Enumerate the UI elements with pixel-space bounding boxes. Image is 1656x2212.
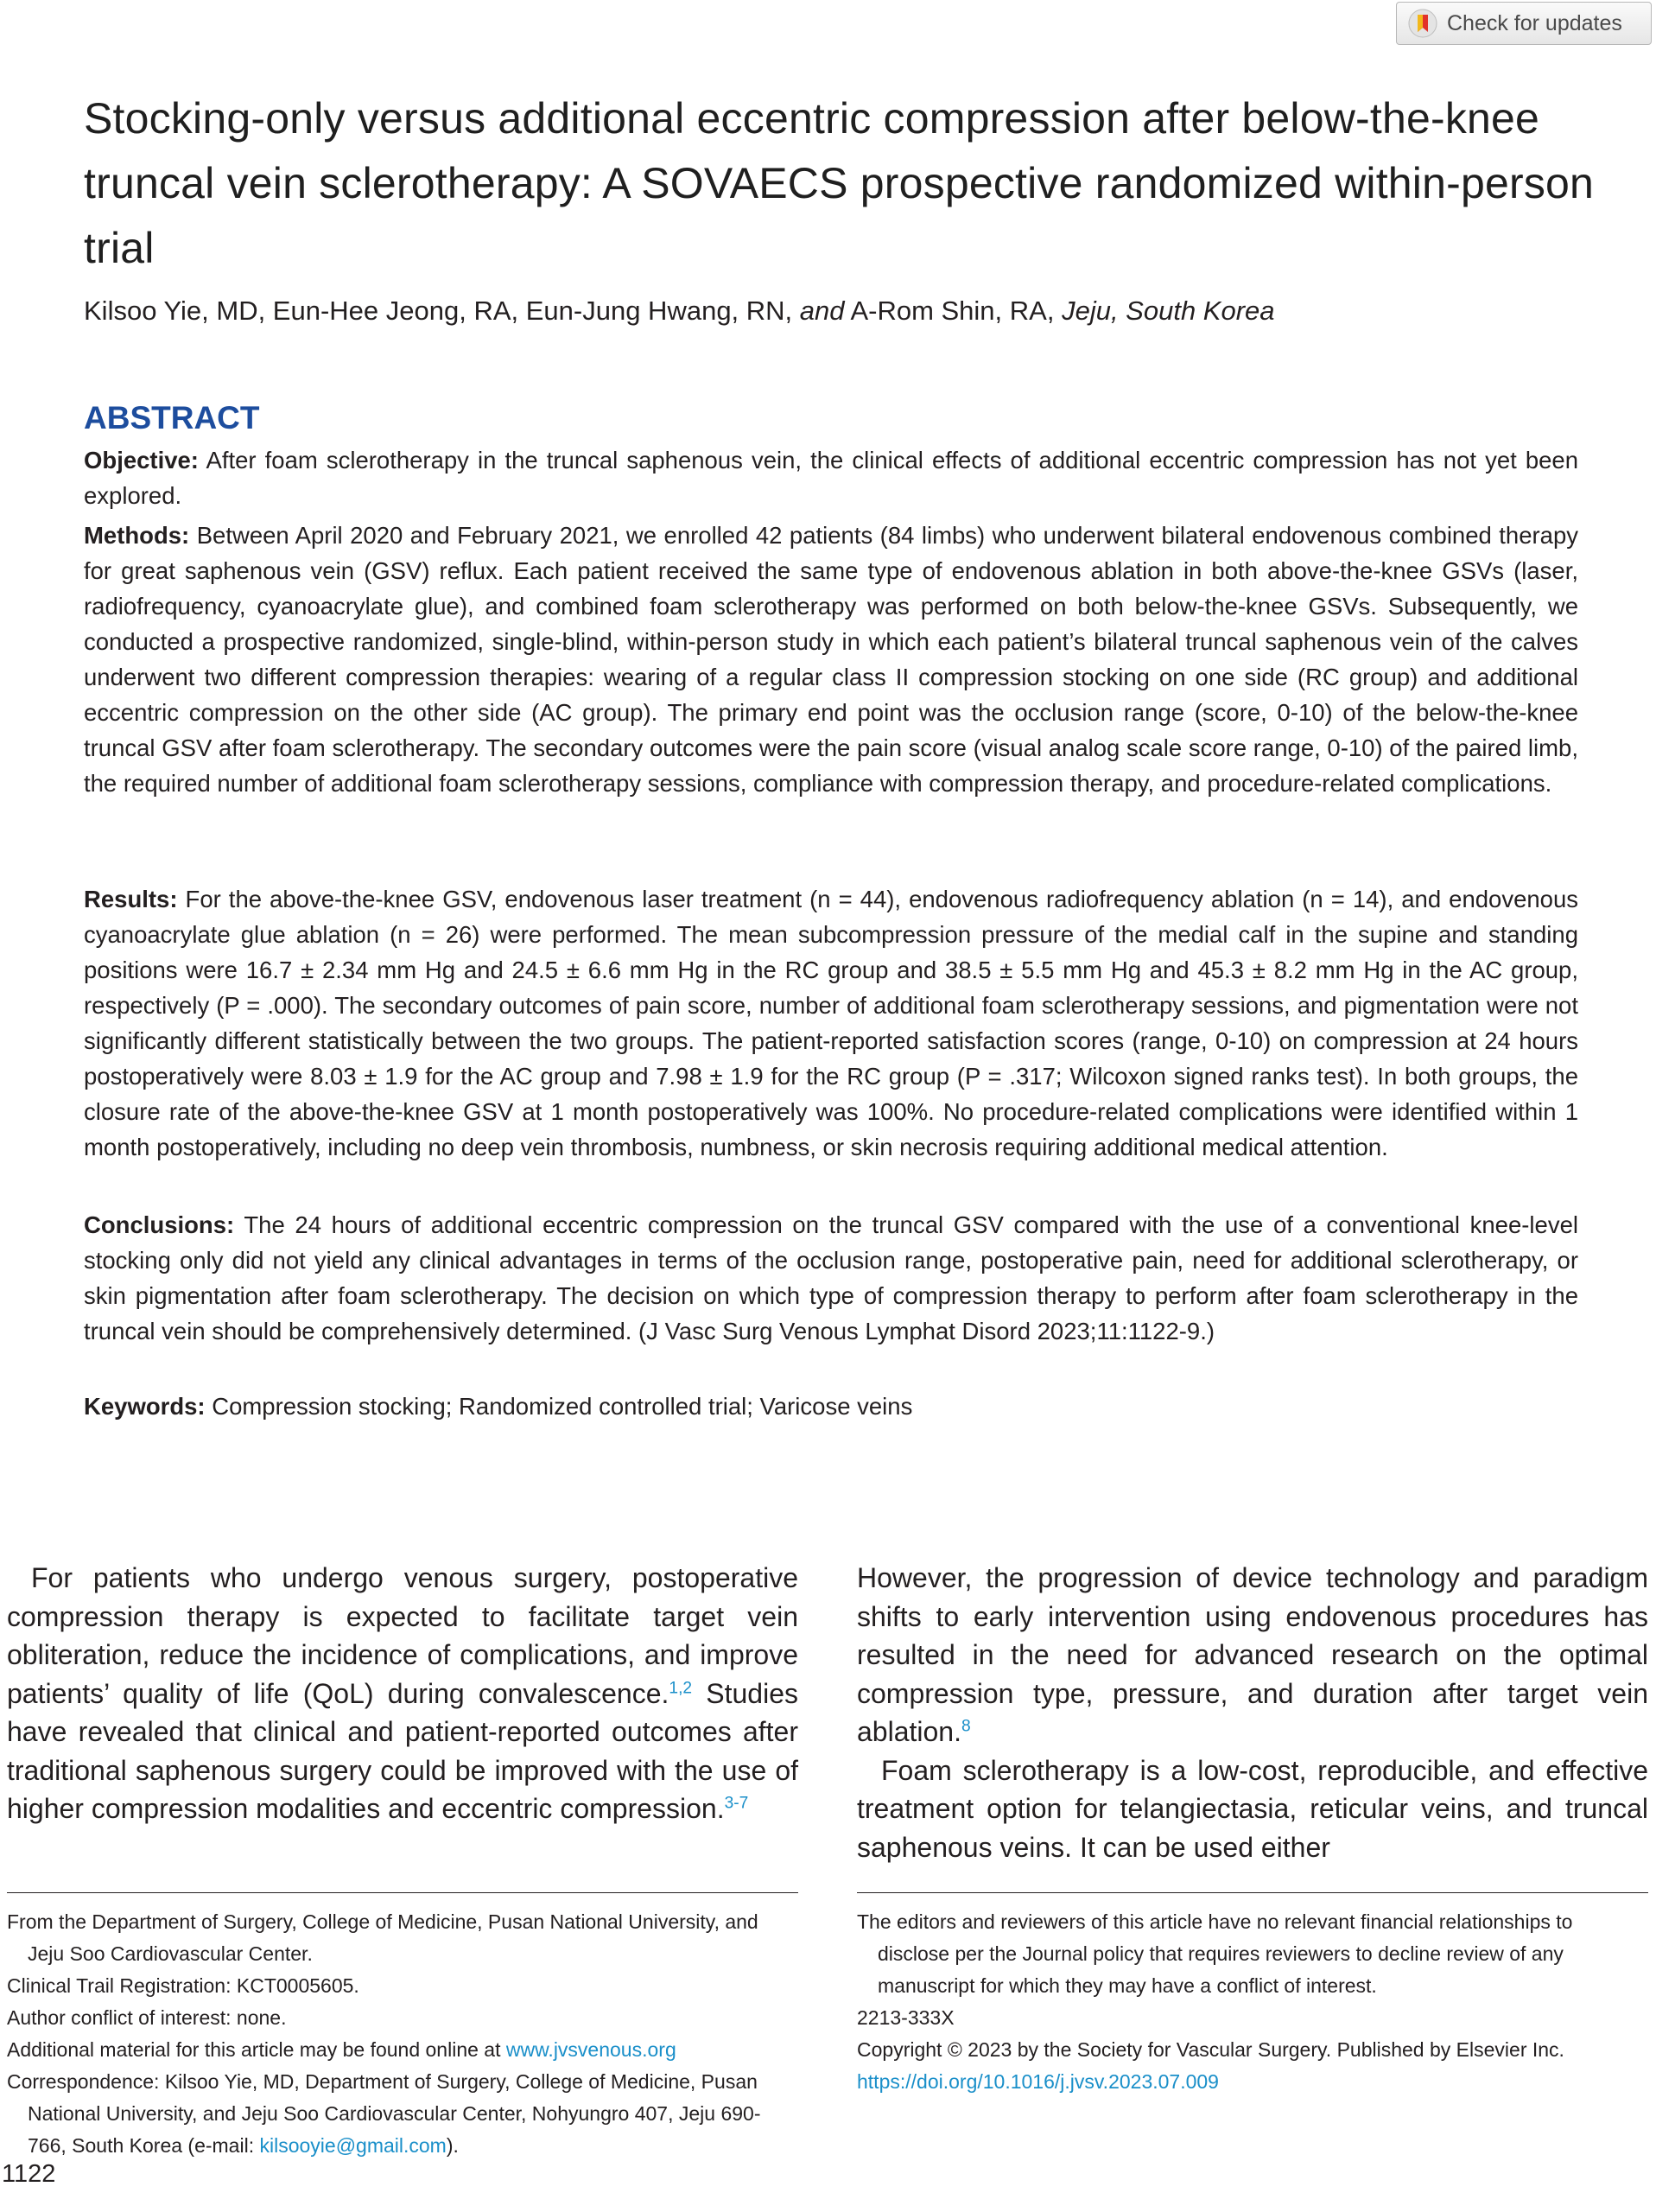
- check-for-updates-button[interactable]: [1396, 2, 1652, 45]
- citation-link[interactable]: 3-7: [724, 1794, 749, 1813]
- body-column-left: [7, 1559, 798, 1828]
- abstract-results: [84, 881, 1578, 1165]
- additional-material-note: [7, 2034, 798, 2066]
- citation-link[interactable]: 8: [961, 1717, 971, 1736]
- author-line: [84, 294, 1604, 328]
- author-conjunction: and: [799, 296, 845, 326]
- author-location: Jeju, South Korea: [1062, 296, 1275, 326]
- body-text: Studies have revealed that clinical and patient-reported outcomes after traditional saphenous surgery could be improved with the use of higher compression modalities and eccentric compression.: [7, 1677, 799, 1824]
- methods-text: Between April 2020 and February 2021, we enrolled 42 patients (84 limbs) who underwent bilateral endovenous combined therapy for great saphenous vein (GSV) reflux. Each patient received the same type of endovenous ablation in both above-the-knee GSVs (laser, radiofrequency, cyanoacrylate glue), and combined foam sclerotherapy was performed on both below-the-knee GSVs. Subsequently, we conducted a prospective randomized, single-blind, within-person study in which each patient’s bilateral truncal saphenous vein of the calves underwent two different compression therapies: wearing of a regular class II compression stocking on one side (RC group) and additional eccentric compression on the other side (AC group). The primary end point was the occlusion range (score, 0-10) of the below-the-knee truncal GSV after foam sclerotherapy. The secondary outcomes were the pain score (visual analog scale score range, 0-10) of the paired limb, the required number of additional foam sclerotherapy sessions, compliance with compression therapy, and procedure-related complications.: [84, 522, 1578, 797]
- conclusions-text: The 24 hours of additional eccentric compression on the truncal GSV compared with the use of a conventional knee-level stocking only did not yield any clinical advantages in terms of the occlusion range, postoperative pain, need for additional sclerotherapy, or skin pigmentation after foam sclerotherapy. The decision on which type of compression therapy to perform after foam sclerotherapy in the truncal vein should be comprehensively determined. (J Vasc Surg Venous Lymphat Disord 2023;11:1122-9.): [84, 1211, 1578, 1344]
- article-title: Stocking-only versus additional eccentric compression after below-the-knee truncal vein sclerotherapy: A SOVAECS prospective randomized within-person trial: [84, 94, 1595, 272]
- keywords-text: Compression stocking; Randomized controlled trial; Varicose veins: [212, 1393, 913, 1420]
- abstract-heading: ABSTRACT: [84, 400, 260, 435]
- trial-registration-note: Clinical Trail Registration: KCT0005605.: [7, 1974, 359, 1997]
- correspondence-note: [7, 2066, 798, 2162]
- methods-label: Methods:: [84, 522, 190, 549]
- conclusions-label: Conclusions:: [84, 1211, 235, 1238]
- conflict-note: Author conflict of interest: none.: [7, 2006, 287, 2029]
- author-names: Kilsoo Yie, MD, Eun-Hee Jeong, RA, Eun-Jung Hwang, RN,: [84, 296, 793, 326]
- issn: 2213-333X: [857, 2006, 955, 2029]
- check-for-updates-label: Check for updates: [1447, 10, 1622, 35]
- results-text: For the above-the-knee GSV, endovenous laser treatment (n = 44), endovenous radiofrequency ablation (n = 14), and endovenous cyanoacrylate glue ablation (n = 26) were performed. The mean subcompression pressure of the medial calf in the supine and standing positions were 16.7 ± 2.34 mm Hg and 24.5 ± 6.6 mm Hg in the RC group and 38.5 ± 5.5 mm Hg and 45.3 ± 8.2 mm Hg in the AC group, respectively (P = .000). The secondary outcomes of pain score, number of additional foam sclerotherapy sessions, and pigmentation were not significantly different statistically between the two groups. The patient-reported satisfaction scores (range, 0-10) on compression at 24 hours postoperatively were 8.03 ± 1.9 for the AC group and 7.98 ± 1.9 for the RC group (P = .317; Wilcoxon signed ranks test). In both groups, the closure rate of the above-the-knee GSV at 1 month postoperatively was 100%. No procedure-related complications were identified within 1 month postoperatively, including no deep vein thrombosis, numbness, or skin necrosis requiring additional medical attention.: [84, 886, 1579, 1160]
- journal-website-link[interactable]: www.jvsvenous.org: [505, 2038, 676, 2061]
- footnote-divider: [857, 1892, 1648, 1893]
- body-text: Foam sclerotherapy is a low-cost, reproducible, and effective treatment option for telangiectasia, reticular veins, and truncal saphenous veins. It can be used either: [857, 1754, 1648, 1863]
- objective-label: Objective:: [84, 447, 199, 474]
- body-paragraph: [857, 1751, 1648, 1867]
- body-paragraph: [857, 1559, 1648, 1751]
- abstract-keywords: [84, 1389, 1578, 1424]
- abstract-methods: [84, 518, 1578, 801]
- body-text: For patients who undergo venous surgery, postoperative compression therapy is expected to facilitate target vein obliteration, reduce the incidence of complications, and improve patients’ quality of life (QoL) during convalescence.: [7, 1562, 798, 1709]
- author-names-last: A-Rom Shin, RA,: [850, 296, 1055, 326]
- body-column-right: [857, 1559, 1648, 1866]
- abstract-objective: [84, 442, 1578, 513]
- affiliation-note: From the Department of Surgery, College of Medicine, Pusan National University, and Jeju Soo Cardiovascular Center.: [7, 1910, 758, 1965]
- additional-material-text: Additional material for this article may be found online at: [7, 2038, 506, 2061]
- keywords-label: Keywords:: [84, 1393, 206, 1420]
- body-paragraph: [7, 1559, 798, 1828]
- body-text: However, the progression of device technology and paradigm shifts to early intervention using endovenous procedures has resulted in the need for advanced research on the optimal compression type, pressure, and duration after target vein ablation.: [857, 1562, 1648, 1747]
- copyright-notice: Copyright © 2023 by the Society for Vascular Surgery. Published by Elsevier Inc.: [857, 2038, 1564, 2061]
- footnotes-right: [857, 1906, 1648, 2098]
- abstract-conclusions: [84, 1207, 1578, 1349]
- objective-text: After foam sclerotherapy in the truncal saphenous vein, the clinical effects of additional eccentric compression has not yet been explored.: [84, 447, 1578, 509]
- footnote-divider: [7, 1892, 798, 1893]
- results-label: Results:: [84, 886, 178, 912]
- correspondence-close: ).: [446, 2134, 459, 2157]
- footnotes-left: [7, 1906, 798, 2162]
- page-number: 1122: [2, 2160, 56, 2188]
- doi-link[interactable]: https://doi.org/10.1016/j.jvsv.2023.07.009: [857, 2070, 1219, 2093]
- email-link[interactable]: kilsooyie@gmail.com: [259, 2134, 447, 2157]
- bookmark-icon: [1407, 8, 1438, 39]
- editors-disclosure: The editors and reviewers of this article have no relevant financial relationships to disclose per the Journal policy that requires reviewers to decline review of any manuscript for which they may have a conflict of interest.: [857, 1910, 1573, 1997]
- correspondence-text: Correspondence: Kilsoo Yie, MD, Department of Surgery, College of Medicine, Pusan National University, and Jeju Soo Cardiovascular Center, Nohyungro 407, Jeju 690-766, South Korea (e-mail:: [7, 2070, 761, 2157]
- citation-link[interactable]: 1,2: [669, 1678, 693, 1697]
